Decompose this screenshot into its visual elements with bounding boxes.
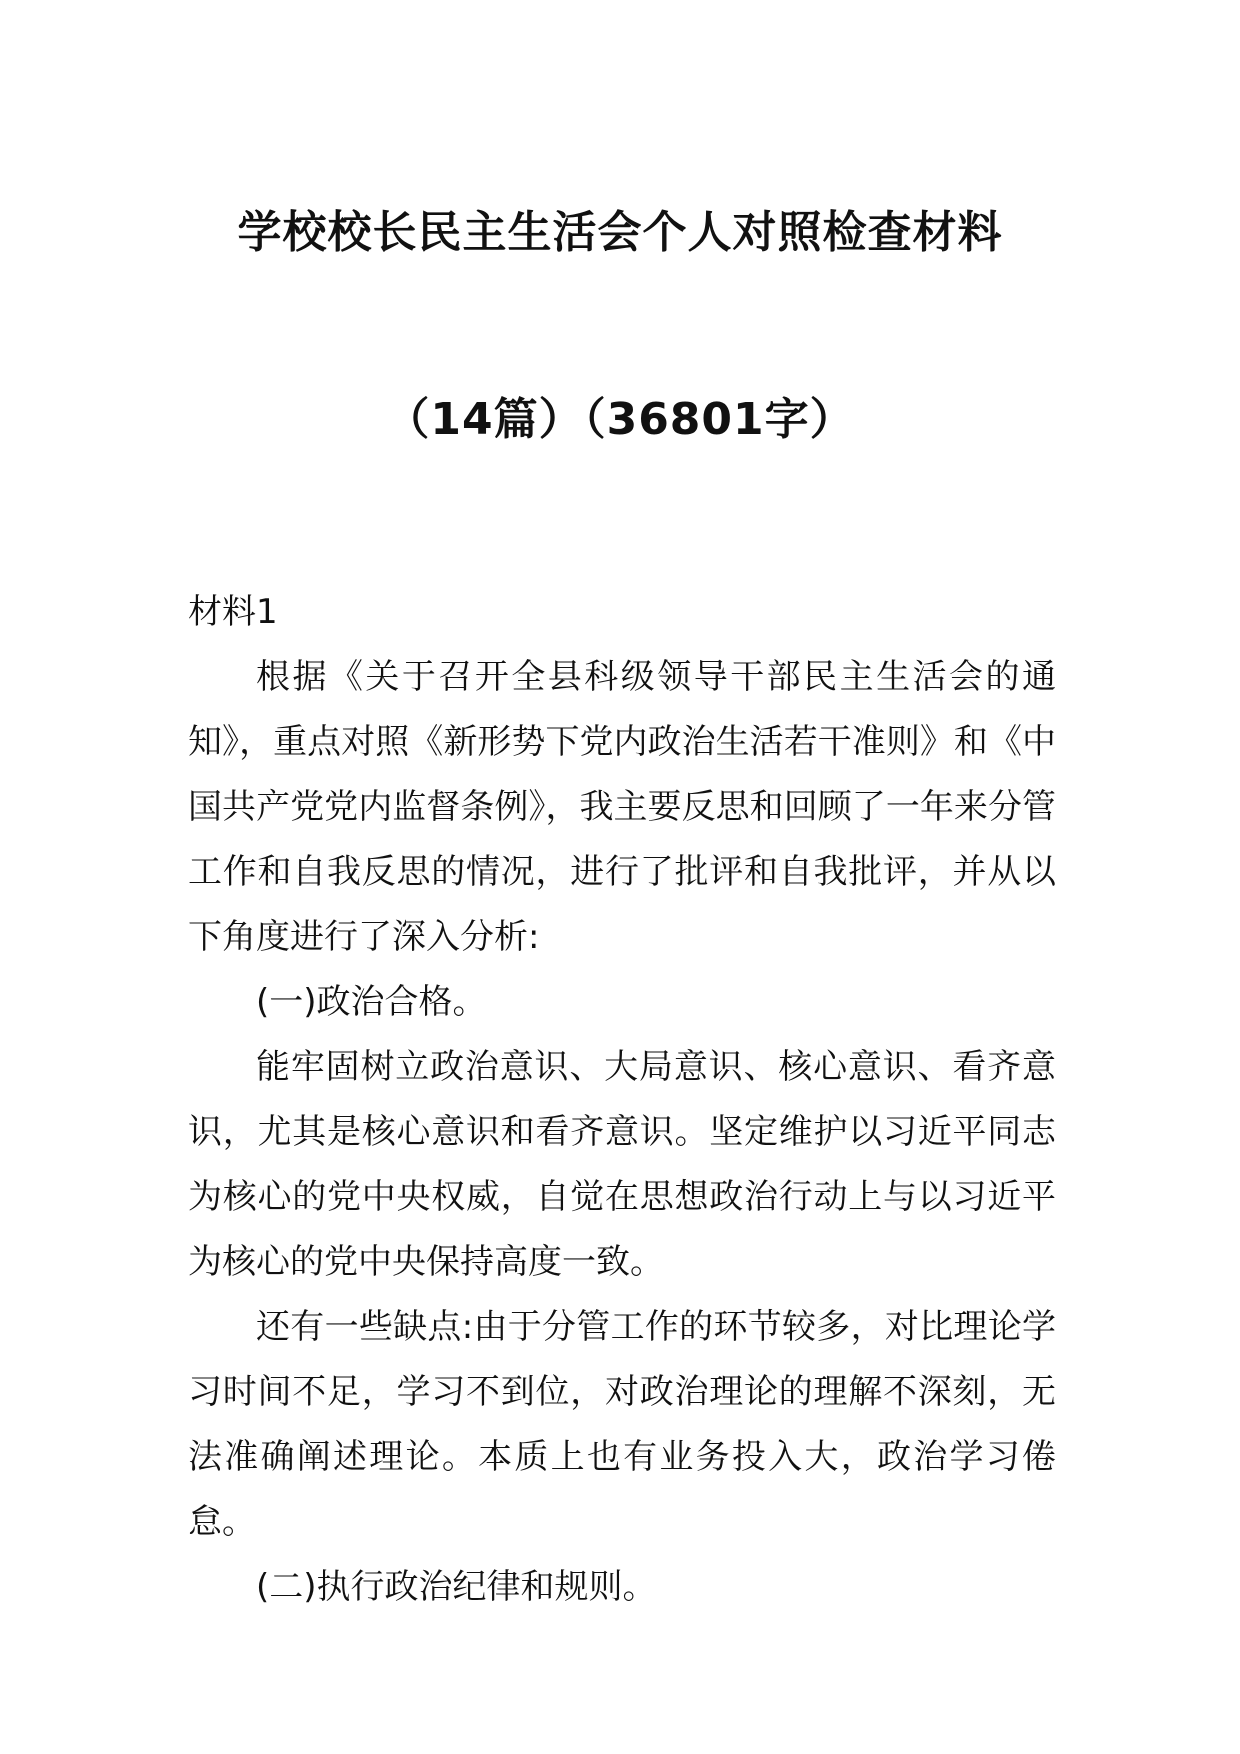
section-heading-political: (一)政治合格。 bbox=[256, 982, 487, 1022]
document-title: 学校校长民主生活会个人对照检查材料 bbox=[237, 207, 1003, 258]
paragraph-political-qualified: 能牢固树立政治意识、大局意识、核心意识、看齐意识，尤其是核心意识和看齐意识。坚定维护以习近平同志为核心的党中央权威，自觉在思想政治行动上与以习近平为核心的党中央保持高度一致。 bbox=[188, 1047, 1056, 1282]
section-label: 材料1 bbox=[188, 592, 278, 632]
section-heading-discipline: (二)执行政治纪律和规则。 bbox=[256, 1567, 657, 1607]
document-body bbox=[188, 580, 1056, 1620]
document-subtitle: （14篇）（36801字） bbox=[385, 394, 855, 445]
paragraph-intro: 根据《关于召开全县科级领导干部民主生活会的通知》，重点对照《新形势下党内政治生活若干准则》和《中国共产党党内监督条例》，我主要反思和回顾了一年来分管工作和自我反思的情况，进行了批评和自我批评，并从以下角度进行了深入分析: bbox=[188, 657, 1056, 957]
paragraph-shortcomings: 还有一些缺点:由于分管工作的环节较多，对比理论学习时间不足，学习不到位，对政治理论的理解不深刻，无法准确阐述理论。本质上也有业务投入大，政治学习倦怠。 bbox=[188, 1307, 1056, 1542]
